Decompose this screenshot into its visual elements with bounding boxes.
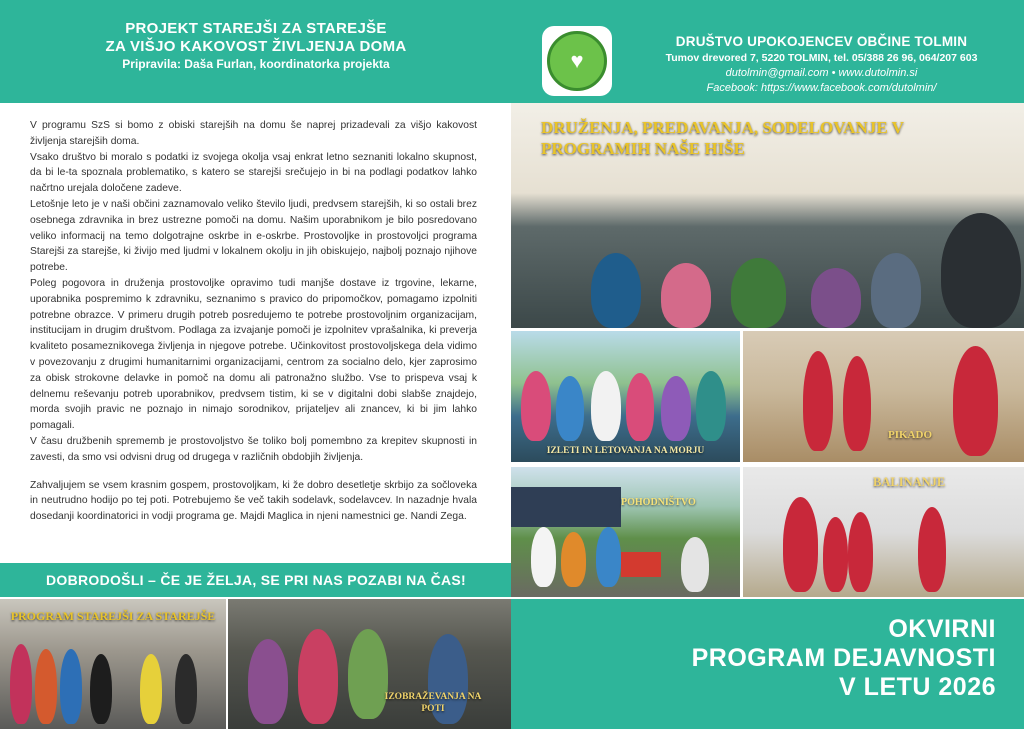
organization-header: [512, 0, 1024, 103]
project-title-line2: ZA VIŠJO KAKOVOST ŽIVLJENJA DOMA: [105, 38, 407, 55]
caption-darts: PIKADO: [888, 429, 932, 441]
caption-bocce: BALINANJE: [873, 475, 946, 489]
organization-name: DRUŠTVO UPOKOJENCEV OBČINE TOLMIN: [675, 34, 968, 49]
heart-hands-icon: ♥: [570, 48, 584, 73]
project-header: [0, 0, 512, 103]
caption-trips: IZLETI IN LETOVANJA NA MORJU: [546, 446, 705, 456]
photo-darts: [743, 331, 1024, 462]
caption-gatherings: DRUŽENJA, PREDAVANJA, SODELOVANJE V PROGRAMIH NAŠE HIŠE: [541, 118, 904, 158]
paragraph-3: Letošnje leto je v naši občini zaznamovalo veliko število ljudi, predvsem starejših, ki so ostali brez osebnega zdravnika in brez ustrezne pomoči na domu. Našim uporabnikom je bilo posredovano veliko informacij na temo dolgotrajne oskrbe in e-oskrbe. Prostovoljke in prostovoljci programa Starejši za starejše, ki živijo med ljudmi v lokalnem okolju in jih obiskujejo, najbolj poznajo njihove potrebe.: [30, 198, 477, 274]
photo-trips: [511, 331, 740, 462]
photo-gatherings: [511, 103, 1024, 328]
photo-volunteers: [0, 599, 226, 729]
organization-logo: [542, 26, 612, 96]
project-author: Pripravila: Daša Furlan, koordinatorka projekta: [122, 57, 390, 71]
program-description: [30, 118, 477, 525]
program-title-box: [511, 599, 1024, 729]
program-title-line3: V LETU 2026: [839, 673, 996, 701]
paragraph-5: V času družbenih sprememb je prostovoljstvo še toliko bolj pomembno za krepitev skupnosti in zavesti, da smo vsi odvisni drug od drugega v različnih obdobjih življenja.: [30, 435, 477, 463]
organization-email-web[interactable]: dutolmin@gmail.com • www.dutolmin.si: [725, 67, 918, 79]
photo-education: [228, 599, 511, 729]
paragraph-2: Vsako društvo bi moralo s podatki iz svojega okolja vsaj enkrat letno seznaniti lokalno skupnost, da bi le-ta spoznala problematiko, s katero se starejši srečujejo in bi na podlagi podatkov lahko načrtno urejala določene zadeve.: [30, 151, 477, 195]
organization-facebook[interactable]: Facebook: https://www.facebook.com/dutolmin/: [706, 82, 937, 94]
program-title-line1: OKVIRNI: [888, 615, 996, 643]
photo-hiking: [511, 467, 740, 597]
project-title-line1: PROJEKT STAREJŠI ZA STAREJŠE: [125, 20, 387, 37]
organization-address: Tumov drevored 7, 5220 TOLMIN, tel. 05/388 26 96, 064/207 603: [665, 52, 978, 64]
logo-emblem-icon: [547, 31, 607, 91]
paragraph-1: V programu SzS si bomo z obiski starejših na domu še naprej prizadevali za višjo kakovost življenja starejših doma.: [30, 120, 477, 147]
paragraph-6: Zahvaljujem se vsem krasnim gospem, prostovoljkam, ki že dobro desetletje skrbijo za sočloveka in neutrudno hodijo po tej poti. Potrebujemo še več takih sodelavk, sodelavcev. In nazadnje hvala dosedanji koordinatorici in vodji programa ge. Majdi Maglica in njeni namestnici ge. Nandi Zega.: [30, 479, 477, 523]
welcome-banner: DOBRODOŠLI – ČE JE ŽELJA, SE PRI NAS POZABI NA ČAS!: [0, 563, 512, 597]
program-title-line2: PROGRAM DEJAVNOSTI: [691, 644, 996, 672]
caption-education: IZOBRAŽEVANJA NA POTI: [384, 692, 482, 714]
photo-bocce: [743, 467, 1024, 597]
caption-volunteers: PROGRAM STAREJŠI ZA STAREJŠE: [10, 609, 216, 623]
paragraph-4: Poleg pogovora in druženja prostovoljke opravimo tudi manjše dostave iz trgovine, lekarne, uporabnika pospremimo k zdravniku, seznanimo s pravico do pripomočkov, pomagamo izpolniti potrebne obrazce. V primeru drugih potreb posredujemo te potrebe prostovoljnim organizacijam, institucijam in drugim društvom. Podlaga za izvajanje pomoči je izpolnitev vprašalnika, ki preverja kvaliteto posameznikovega življenja in njegove potrebe. Učinkovitost prostovoljskega dela vidimo v povezovanju z drugimi humanitarnimi organizacijami, centrom za socialno delo, kjer zaprosimo za obisk strokovne delavke in pomoč na domu ali patronažno službo. Vse to prispeva vsaj k delnemu reševanju potreb uporabnikov, predvsem tistim, ki se v digitalni dobi slabše znajdejo, morda svojih pravic ne poznajo in nimajo sorodnikov, prijateljev ali znancev, ki bi jim lahko pomagali.: [30, 277, 477, 432]
caption-hiking: POHODNIŠTVO: [621, 497, 696, 508]
